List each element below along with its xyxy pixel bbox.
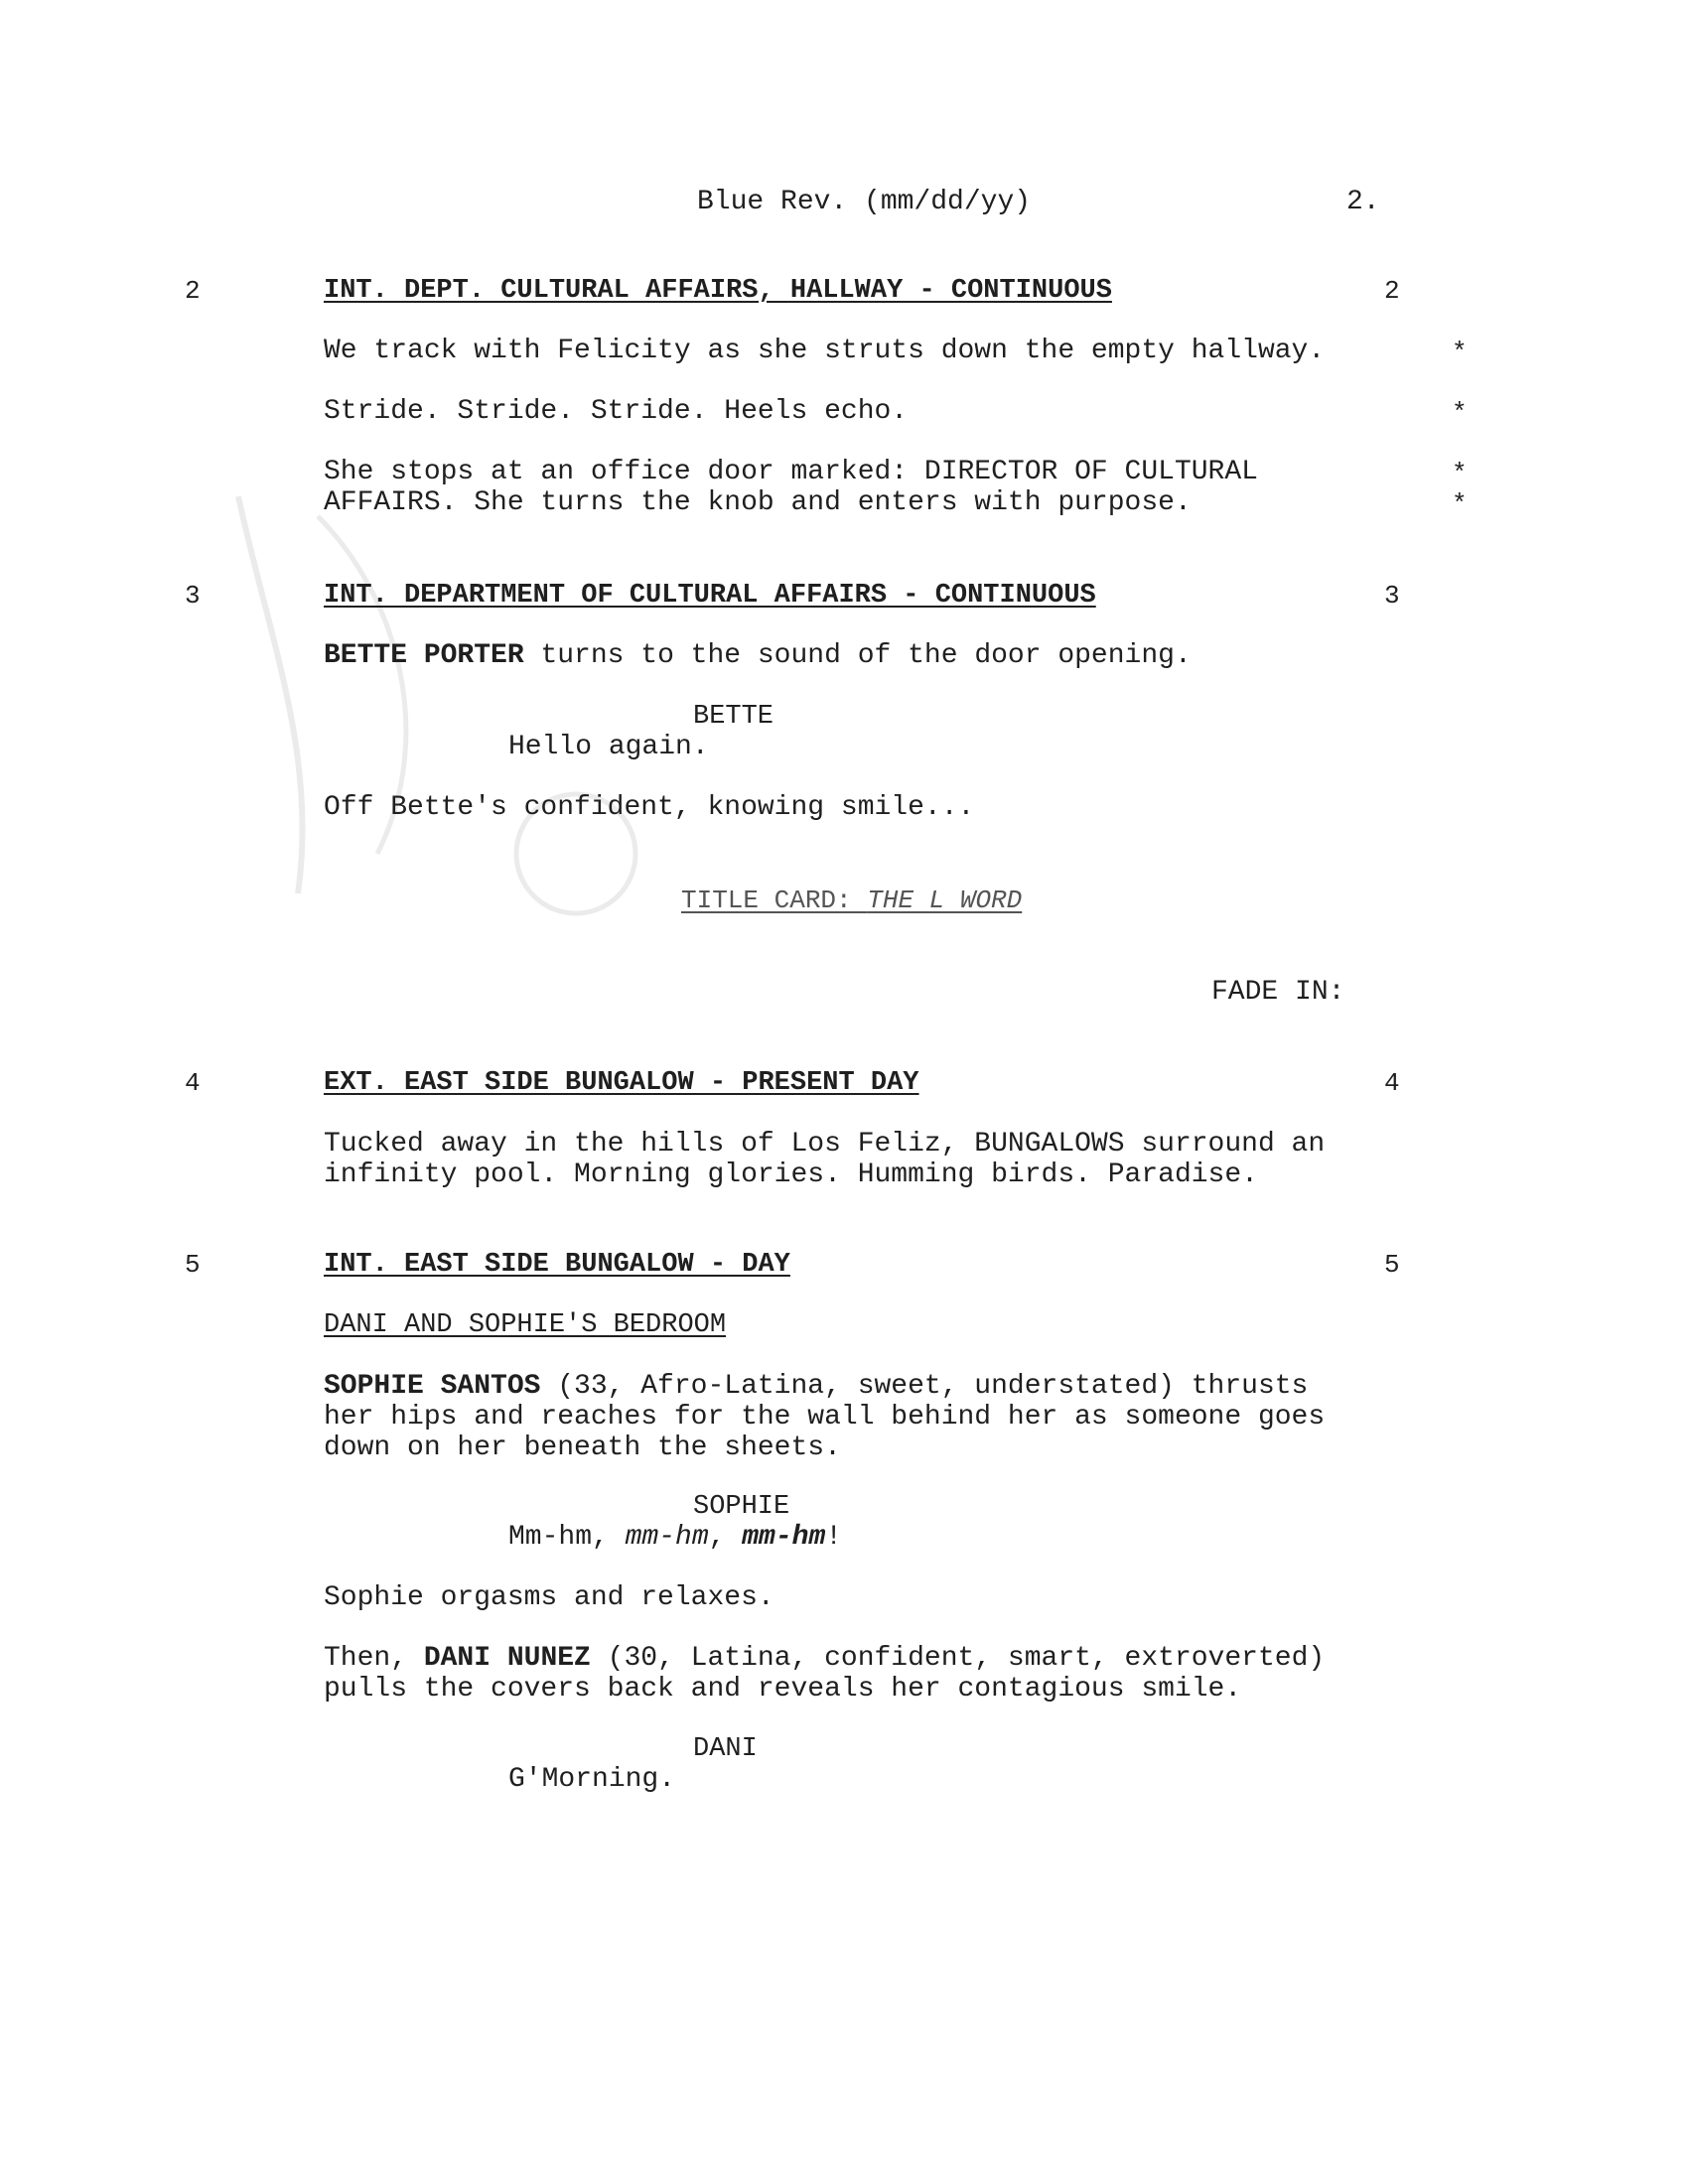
action-text: (30, Latina, confident, smart, extroverted) <box>590 1643 1326 1674</box>
dialogue-line: Hello again. <box>508 732 709 762</box>
action-line: Tucked away in the hills of Los Feliz, BUNGALOWS surround an <box>324 1129 1326 1160</box>
dialogue-line: G'Morning. <box>508 1764 676 1795</box>
action-line: AFFAIRS. She turns the knob and enters with purpose. <box>324 487 1192 518</box>
dialogue-text: ! <box>825 1522 843 1553</box>
title-card-title: THE L WORD <box>867 886 1023 915</box>
scene-number-right: 4 <box>1384 1068 1400 1098</box>
dialogue-emphasis: mm-hm <box>625 1522 709 1553</box>
revision-mark: * <box>1452 489 1468 519</box>
character-intro-name: BETTE PORTER <box>324 640 524 671</box>
page-number: 2. <box>1346 187 1380 217</box>
scene-number-left: 5 <box>185 1250 201 1280</box>
dialogue-text: Mm-hm, <box>508 1522 626 1553</box>
dialogue-line <box>508 1522 842 1553</box>
scene-number-right: 2 <box>1384 276 1400 306</box>
action-line: Sophie orgasms and relaxes. <box>324 1582 774 1613</box>
character-cue: DANI <box>693 1734 758 1764</box>
dialogue-strong-emphasis: mm-hm <box>742 1522 826 1553</box>
title-card-prefix: TITLE CARD: <box>681 886 868 915</box>
scene-heading: INT. DEPARTMENT OF CULTURAL AFFAIRS - CONTINUOUS <box>324 581 1096 611</box>
sub-location: DANI AND SOPHIE'S BEDROOM <box>324 1310 727 1340</box>
watermark-graphic <box>179 437 735 993</box>
scene-heading: INT. EAST SIDE BUNGALOW - DAY <box>324 1250 790 1280</box>
character-cue: SOPHIE <box>693 1492 790 1522</box>
action-text: Then, <box>324 1643 424 1674</box>
scene-number-left: 4 <box>185 1068 201 1098</box>
action-line: down on her beneath the sheets. <box>324 1433 841 1463</box>
scene-number-right: 3 <box>1384 581 1400 611</box>
scene-number-left: 3 <box>185 581 201 611</box>
transition: FADE IN: <box>1211 977 1345 1008</box>
revision-label: Blue Rev. (mm/dd/yy) <box>697 187 1032 217</box>
character-intro-name: DANI NUNEZ <box>423 1643 591 1674</box>
revision-mark: * <box>1452 398 1468 428</box>
action-line: infinity pool. Morning glories. Humming birds. Paradise. <box>324 1160 1258 1190</box>
revision-mark: * <box>1452 338 1468 367</box>
action-text: (33, Afro-Latina, sweet, understated) thrusts <box>540 1371 1309 1402</box>
action-line <box>324 1371 1308 1402</box>
action-line: her hips and reaches for the wall behind her as someone goes <box>324 1402 1326 1433</box>
character-intro-name: SOPHIE SANTOS <box>324 1371 541 1402</box>
action-line: We track with Felicity as she struts down the empty hallway. <box>324 336 1326 366</box>
title-card <box>681 886 1022 915</box>
scene-number-left: 2 <box>185 276 201 306</box>
action-line <box>324 640 1192 671</box>
action-line: pulls the covers back and reveals her contagious smile. <box>324 1674 1242 1705</box>
scene-number-right: 5 <box>1384 1250 1400 1280</box>
action-line: Stride. Stride. Stride. Heels echo. <box>324 396 909 427</box>
action-line <box>324 1643 1325 1674</box>
scene-heading: EXT. EAST SIDE BUNGALOW - PRESENT DAY <box>324 1068 919 1098</box>
action-line: Off Bette's confident, knowing smile... <box>324 792 975 823</box>
character-cue: BETTE <box>693 702 774 732</box>
scene-heading: INT. DEPT. CULTURAL AFFAIRS, HALLWAY - CONTINUOUS <box>324 276 1112 306</box>
revision-mark: * <box>1452 459 1468 488</box>
action-text: turns to the sound of the door opening. <box>523 640 1192 671</box>
dialogue-text: , <box>708 1522 743 1553</box>
action-line: She stops at an office door marked: DIRECTOR OF CULTURAL <box>324 457 1258 487</box>
